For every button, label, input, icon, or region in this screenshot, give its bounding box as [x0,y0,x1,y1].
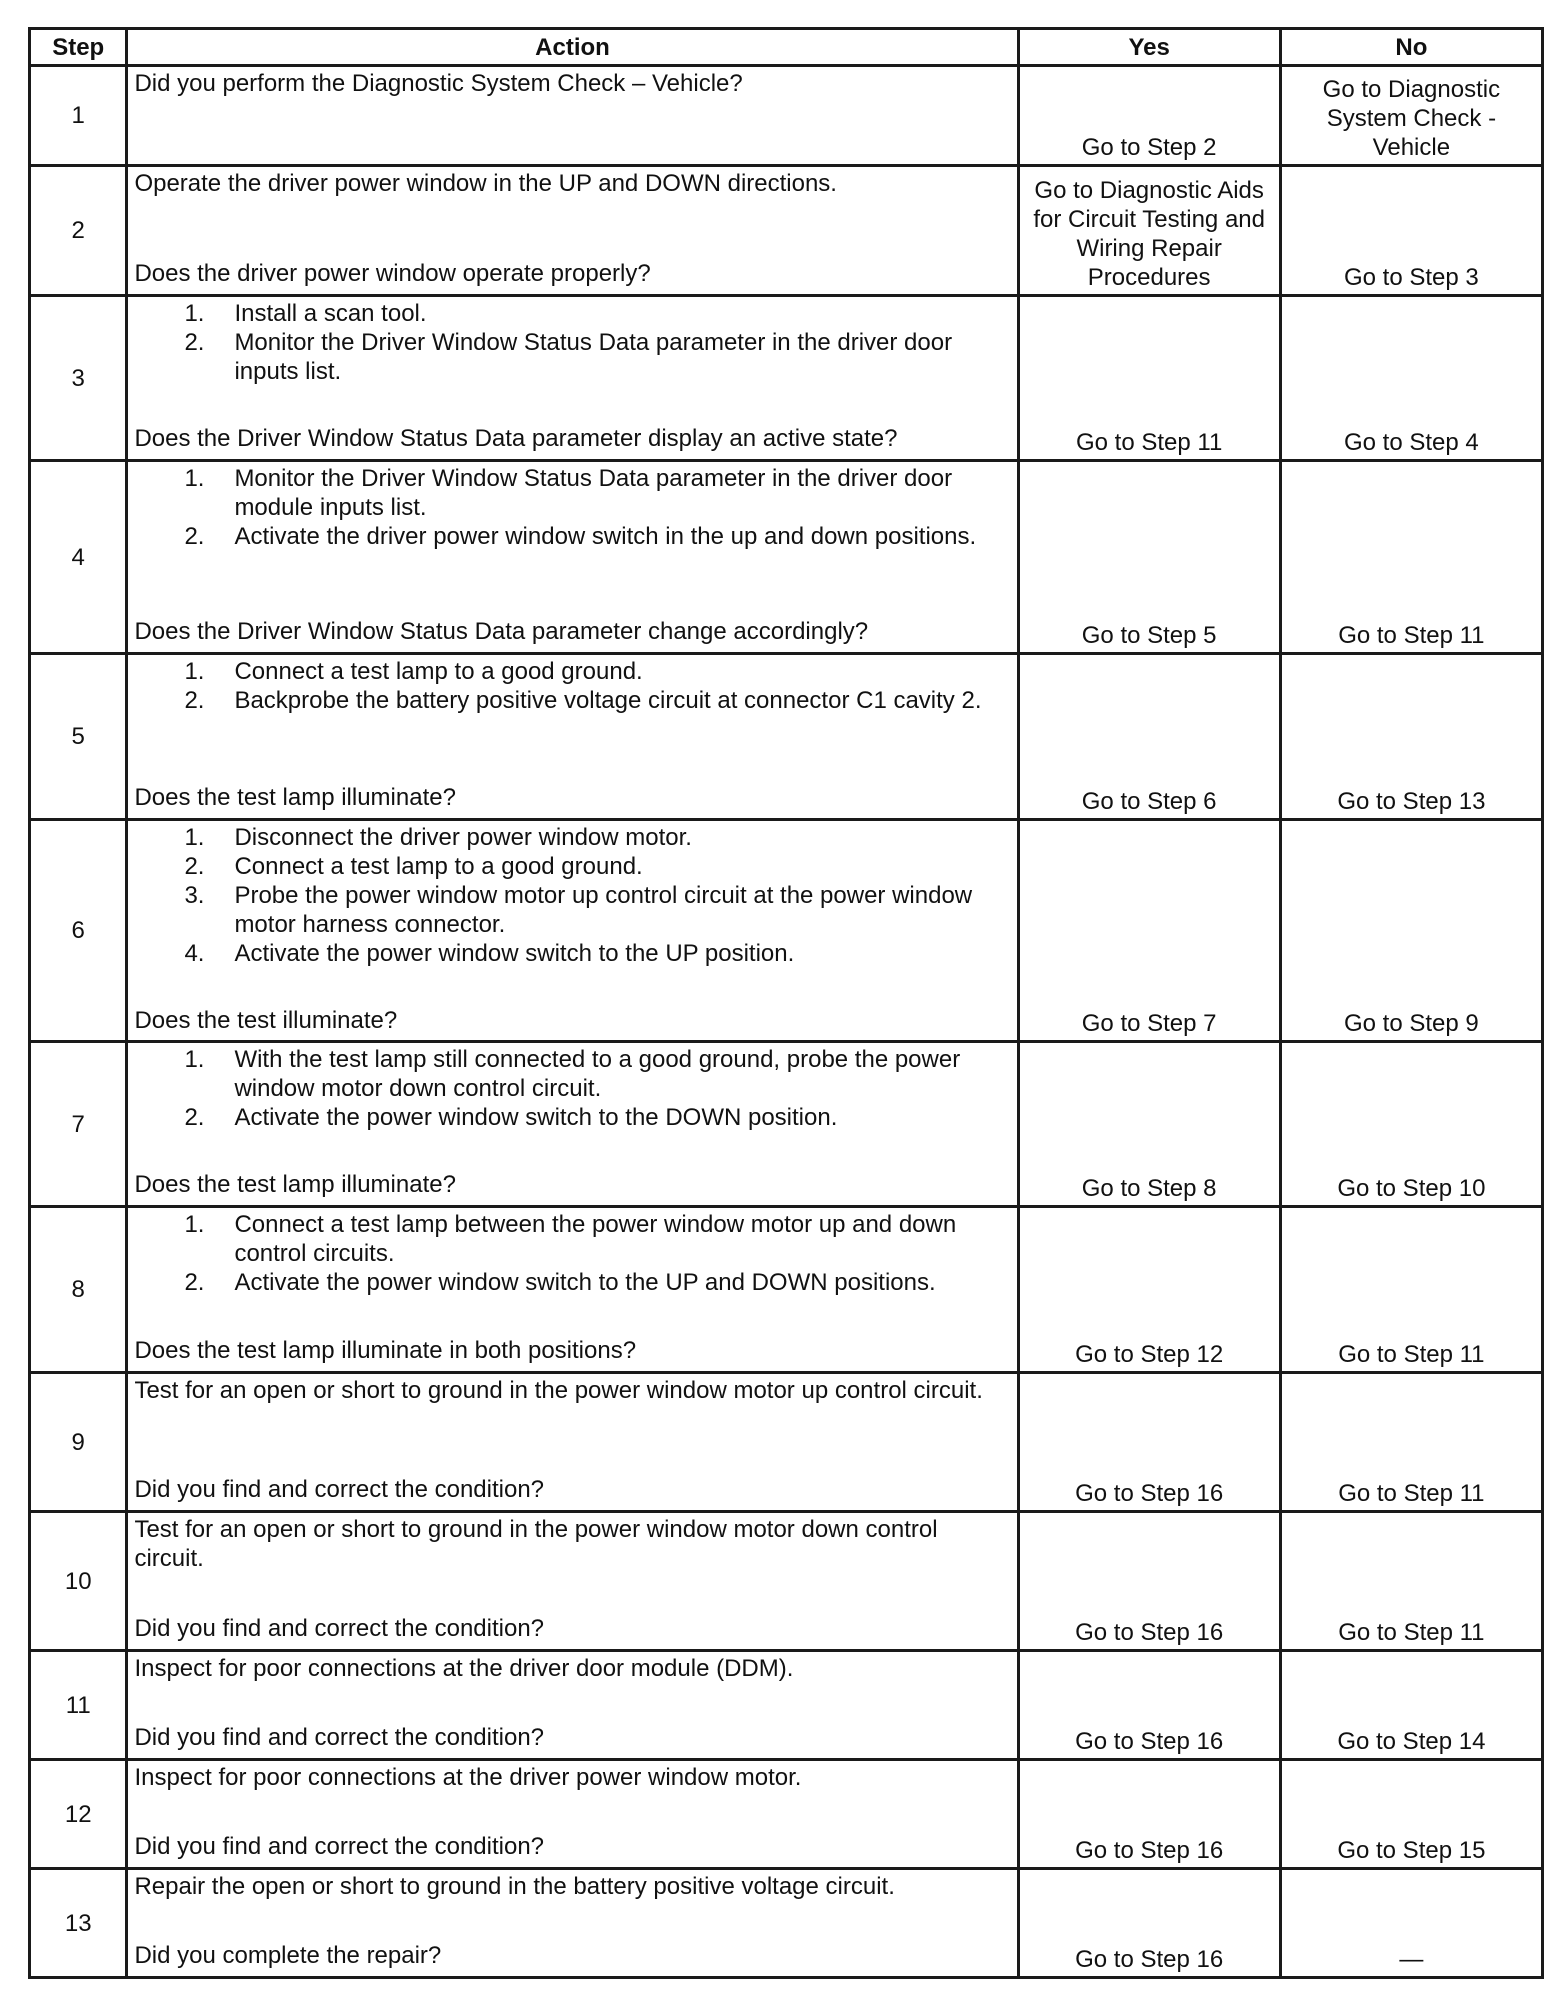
yes-answer: Go to Step 16 [1018,1512,1280,1651]
yes-answer: Go to Step 8 [1018,1042,1280,1207]
action-question: Does the Driver Window Status Data parameter display an active state? [134,425,898,452]
action-content [134,299,1010,453]
substep-number: 1. [184,465,205,492]
action-content [134,1872,1010,1970]
action-question: Does the test lamp illuminate? [134,784,456,811]
action-cell [127,1373,1018,1512]
substep-text: Install a scan tool. [234,300,427,327]
action-cell [127,654,1018,820]
substep-item [134,328,1010,386]
action-question: Did you find and correct the condition? [134,1833,545,1860]
action-cell [127,1760,1018,1869]
action-cell [127,1651,1018,1760]
table-row [30,166,1543,296]
table-row [30,296,1543,461]
action-content [134,1376,1010,1504]
action-instructions [134,299,1010,386]
action-question: Does the test lamp illuminate in both positions? [134,1337,637,1364]
no-answer: Go to Step 13 [1280,654,1542,820]
yes-answer: Go to Step 6 [1018,654,1280,820]
substep-text: Connect a test lamp to a good ground. [234,658,643,685]
table-row [30,66,1543,166]
action-instructions [134,1210,1010,1297]
action-intro: Inspect for poor connections at the driver power window motor. [134,1764,802,1791]
step-number: 9 [30,1373,127,1512]
action-cell [127,1207,1018,1373]
substep-item [134,823,1010,852]
step-number: 6 [30,820,127,1042]
action-question: Does the test lamp illuminate? [134,1171,456,1198]
action-question: Did you complete the repair? [134,1942,442,1969]
action-intro: Inspect for poor connections at the driver door module (DDM). [134,1655,794,1682]
substep-number: 2. [184,853,205,880]
substep-number: 2. [184,1269,205,1296]
no-answer: Go to Step 11 [1280,1207,1542,1373]
action-content [134,657,1010,812]
action-question: Did you find and correct the condition? [134,1615,545,1642]
action-cell [127,166,1018,296]
no-answer: Go to Step 11 [1280,1512,1542,1651]
substep-text: Activate the driver power window switch in the up and down positions. [234,523,977,550]
action-question: Does the driver power window operate properly? [134,260,651,287]
substep-item [134,881,1010,939]
action-instructions [134,464,1010,551]
substep-text: Backprobe the battery positive voltage circuit at connector C1 cavity 2. [234,687,982,714]
substep-text: Monitor the Driver Window Status Data parameter in the driver door inputs list. [234,329,953,385]
action-instructions [134,1763,1010,1792]
yes-answer: Go to Diagnostic Aids for Circuit Testing and Wiring Repair Procedures [1018,166,1280,296]
substep-list [134,823,1010,968]
table-header [30,29,1543,66]
yes-answer: Go to Step 16 [1018,1651,1280,1760]
substep-text: With the test lamp still connected to a good ground, probe the power window motor down control circuit. [234,1046,961,1102]
action-content [134,169,1010,288]
step-number: 8 [30,1207,127,1373]
no-answer: Go to Step 10 [1280,1042,1542,1207]
table-row [30,820,1543,1042]
action-cell [127,296,1018,461]
action-cell [127,1042,1018,1207]
table-row [30,654,1543,820]
substep-item [134,299,1010,328]
yes-answer: Go to Step 7 [1018,820,1280,1042]
substep-item [134,1210,1010,1268]
substep-item [134,1268,1010,1297]
substep-list [134,464,1010,551]
substep-list [134,1045,1010,1132]
substep-text: Connect a test lamp between the power window motor up and down control circuits. [234,1211,957,1267]
substep-text: Activate the power window switch to the UP and DOWN positions. [234,1269,936,1296]
table-row [30,1373,1543,1512]
substep-number: 1. [184,1211,205,1238]
action-content [134,1654,1010,1752]
step-number: 10 [30,1512,127,1651]
action-instructions [134,1045,1010,1132]
no-answer: Go to Step 3 [1280,166,1542,296]
action-content [134,1045,1010,1199]
table-row [30,461,1543,654]
table-row [30,1512,1543,1651]
action-instructions [134,169,1010,198]
substep-item [134,522,1010,551]
substep-text: Disconnect the driver power window motor. [234,824,692,851]
action-instructions [134,823,1010,968]
action-intro: Repair the open or short to ground in the battery positive voltage circuit. [134,1873,895,1900]
action-instructions [134,1654,1010,1683]
header-yes: Yes [1018,29,1280,66]
action-content [134,69,1010,158]
action-instructions [134,69,1010,98]
action-content [134,1210,1010,1365]
substep-item [134,464,1010,522]
substep-item [134,1103,1010,1132]
action-intro: Operate the driver power window in the UP and DOWN directions. [134,170,837,197]
table-row [30,1869,1543,1978]
action-content [134,464,1010,646]
no-answer: Go to Step 11 [1280,1373,1542,1512]
substep-number: 1. [184,658,205,685]
action-content [134,1763,1010,1861]
substep-number: 1. [184,1046,205,1073]
substep-text: Activate the power window switch to the UP position. [234,940,795,967]
substep-text: Probe the power window motor up control circuit at the power window motor harness connector. [234,882,973,938]
no-answer: — [1280,1869,1542,1978]
no-answer: Go to Step 14 [1280,1651,1542,1760]
table-body [30,66,1543,1978]
yes-answer: Go to Step 16 [1018,1373,1280,1512]
yes-answer: Go to Step 2 [1018,66,1280,166]
header-action: Action [127,29,1018,66]
action-question: Did you find and correct the condition? [134,1476,545,1503]
substep-number: 2. [184,687,205,714]
table-row [30,1207,1543,1373]
action-intro: Did you perform the Diagnostic System Check – Vehicle? [134,70,743,97]
action-cell [127,1512,1018,1651]
action-cell [127,461,1018,654]
substep-number: 2. [184,523,205,550]
no-answer: Go to Step 4 [1280,296,1542,461]
no-answer: Go to Step 15 [1280,1760,1542,1869]
yes-answer: Go to Step 11 [1018,296,1280,461]
action-question: Did you find and correct the condition? [134,1724,545,1751]
action-cell [127,820,1018,1042]
action-content [134,823,1010,1034]
step-number: 2 [30,166,127,296]
step-number: 1 [30,66,127,166]
substep-text: Monitor the Driver Window Status Data parameter in the driver door module inputs list. [234,465,953,521]
substep-number: 2. [184,1104,205,1131]
action-instructions [134,1515,1010,1573]
action-instructions [134,1872,1010,1901]
diagnostic-table [28,27,1544,1979]
yes-answer: Go to Step 12 [1018,1207,1280,1373]
substep-text: Activate the power window switch to the DOWN position. [234,1104,838,1131]
action-content [134,1515,1010,1643]
table-row [30,1651,1543,1760]
table-row [30,1042,1543,1207]
substep-text: Connect a test lamp to a good ground. [234,853,643,880]
step-number: 11 [30,1651,127,1760]
no-answer: Go to Diagnostic System Check - Vehicle [1280,66,1542,166]
substep-item [134,852,1010,881]
step-number: 5 [30,654,127,820]
action-question: Does the Driver Window Status Data parameter change accordingly? [134,618,869,645]
substep-list [134,657,1010,715]
action-instructions [134,1376,1010,1405]
substep-item [134,686,1010,715]
no-answer: Go to Step 11 [1280,461,1542,654]
action-instructions [134,657,1010,715]
action-intro: Test for an open or short to ground in the power window motor up control circuit. [134,1377,983,1404]
substep-number: 2. [184,329,205,356]
step-number: 12 [30,1760,127,1869]
step-number: 7 [30,1042,127,1207]
action-question: Does the test illuminate? [134,1007,398,1034]
substep-item [134,1045,1010,1103]
substep-list [134,1210,1010,1297]
header-step: Step [30,29,127,66]
substep-number: 1. [184,824,205,851]
header-row [30,29,1543,66]
step-number: 3 [30,296,127,461]
yes-answer: Go to Step 16 [1018,1760,1280,1869]
action-cell [127,1869,1018,1978]
action-intro: Test for an open or short to ground in the power window motor down control circuit. [134,1516,938,1572]
yes-answer: Go to Step 16 [1018,1869,1280,1978]
action-cell [127,66,1018,166]
substep-list [134,299,1010,386]
step-number: 13 [30,1869,127,1978]
substep-number: 3. [184,882,205,909]
substep-item [134,657,1010,686]
step-number: 4 [30,461,127,654]
header-no: No [1280,29,1542,66]
substep-number: 1. [184,300,205,327]
yes-answer: Go to Step 5 [1018,461,1280,654]
substep-item [134,939,1010,968]
no-answer: Go to Step 9 [1280,820,1542,1042]
table-row [30,1760,1543,1869]
substep-number: 4. [184,940,205,967]
